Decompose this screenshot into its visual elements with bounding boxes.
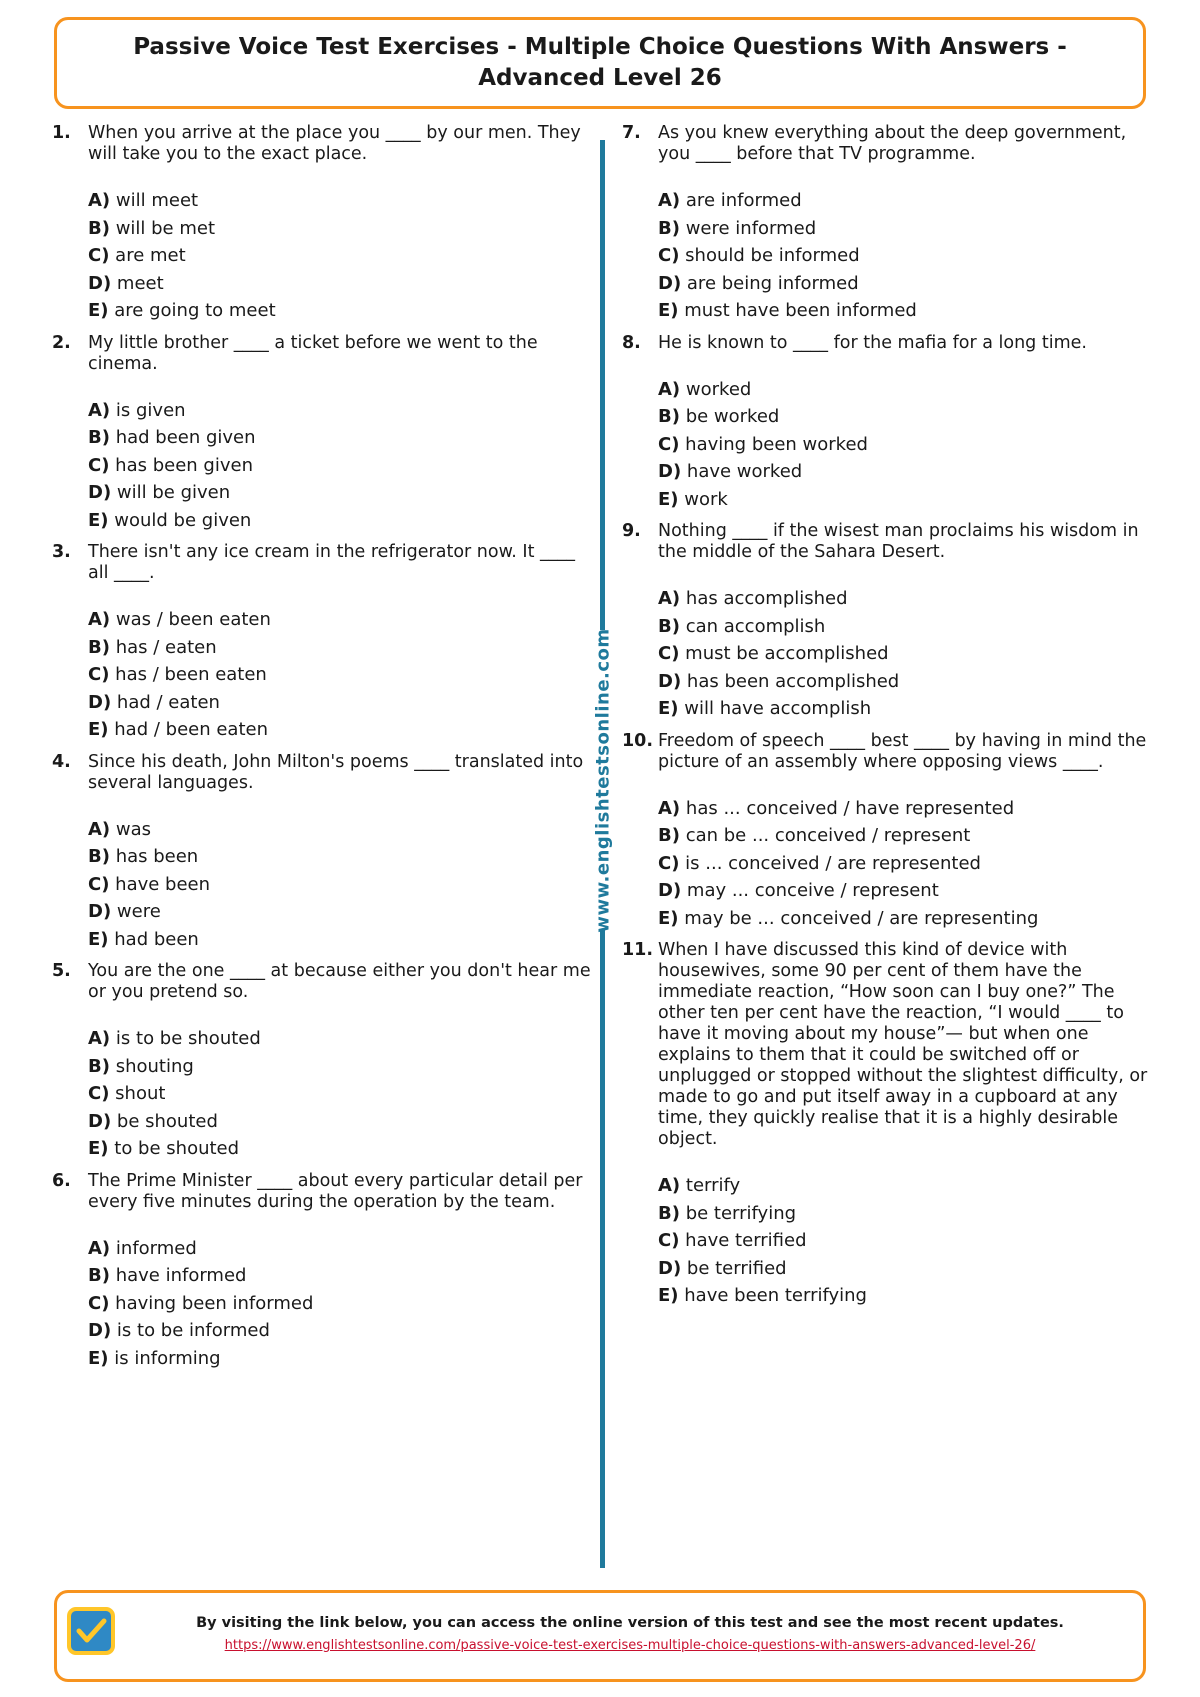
question-number: 7.: [622, 123, 641, 143]
option-text: would be given: [114, 509, 252, 531]
option-text: work: [684, 488, 728, 510]
question-text: He is known to ____ for the mafia for a long time.: [658, 332, 1087, 353]
option-text: will be met: [115, 217, 216, 239]
option-letter: B): [658, 615, 680, 637]
answer-option[interactable]: [658, 486, 1152, 514]
answer-option[interactable]: [88, 1025, 592, 1053]
option-letter: E): [88, 928, 109, 950]
option-text: have terrified: [685, 1230, 807, 1251]
option-text: informed: [115, 1237, 197, 1259]
option-text: can be ... conceived / represent: [685, 825, 971, 846]
option-letter: C): [658, 1230, 680, 1251]
option-letter: E): [658, 488, 679, 510]
option-text: shout: [115, 1083, 166, 1104]
option-text: had / eaten: [116, 691, 220, 713]
answer-option[interactable]: [88, 270, 592, 298]
watermark: [589, 627, 617, 933]
option-letter: A): [658, 797, 681, 819]
option-letter: B): [658, 825, 680, 846]
answer-option[interactable]: [658, 215, 1152, 243]
answer-option[interactable]: [88, 507, 592, 535]
option-text: is to be shouted: [115, 1028, 261, 1049]
option-text: had / been eaten: [114, 719, 268, 740]
option-letter: D): [658, 670, 682, 692]
answer-option[interactable]: [658, 297, 1152, 325]
option-letter: B): [658, 217, 680, 239]
option-letter: C): [88, 1083, 110, 1104]
answer-option[interactable]: [88, 634, 592, 662]
option-letter: B): [88, 217, 110, 239]
answer-options: [88, 187, 592, 325]
option-letter: E): [658, 1285, 679, 1306]
option-text: should be informed: [685, 245, 860, 266]
question: [52, 961, 592, 1163]
answer-option[interactable]: [658, 668, 1152, 696]
question: [622, 940, 1152, 1310]
answer-options: [88, 606, 592, 744]
question-number: 5.: [52, 961, 71, 981]
option-text: can accomplish: [685, 615, 826, 637]
question-number: 2.: [52, 332, 71, 353]
answer-option[interactable]: [658, 695, 1152, 723]
answer-option[interactable]: [88, 1080, 592, 1108]
option-letter: C): [658, 643, 680, 664]
answer-options: [658, 1172, 1152, 1310]
questions-column-left: [52, 123, 592, 1380]
question-number: 1.: [52, 123, 71, 143]
footer-link[interactable]: https://www.englishtestsonline.com/passive-voice-test-exercises-multiple-choice-questions-with-answers-advanced-level-26/: [224, 1638, 1036, 1653]
option-text: have been terrifying: [684, 1285, 867, 1306]
answer-options: [88, 397, 592, 535]
option-text: is ... conceived / are represented: [685, 852, 981, 874]
question: [622, 123, 1152, 325]
option-letter: C): [658, 852, 680, 874]
watermark-text: www.englishtestsonline.com: [592, 627, 614, 933]
answer-option[interactable]: [658, 270, 1152, 298]
answer-options: [658, 795, 1152, 933]
answer-option[interactable]: [88, 816, 592, 844]
option-text: has / been eaten: [115, 664, 267, 685]
answer-options: [88, 1235, 592, 1373]
option-text: must have been informed: [684, 300, 917, 321]
option-text: to be shouted: [114, 1138, 240, 1159]
option-text: may be ... conceived / are representing: [684, 907, 1039, 929]
option-text: is to be informed: [116, 1320, 270, 1341]
option-letter: D): [88, 482, 112, 503]
option-letter: E): [88, 1347, 109, 1369]
question-text: There isn't any ice cream in the refrigerator now. It ____ all ____.: [88, 542, 576, 583]
option-letter: A): [88, 399, 111, 421]
answer-option[interactable]: [658, 242, 1152, 270]
option-text: having been worked: [685, 433, 868, 455]
answer-options: [658, 187, 1152, 325]
question: [52, 542, 592, 744]
option-letter: D): [658, 880, 682, 901]
question-text: Freedom of speech ____ best ____ by having in mind the picture of an assembly where opposing views ____.: [658, 730, 1147, 772]
answer-option[interactable]: [88, 479, 592, 507]
option-text: has been accomplished: [686, 670, 900, 692]
option-letter: D): [88, 901, 112, 922]
option-text: be terrifying: [685, 1202, 797, 1224]
option-text: will be given: [116, 482, 231, 503]
option-letter: B): [88, 427, 110, 448]
answer-option[interactable]: [658, 585, 1152, 613]
answer-option[interactable]: [88, 242, 592, 270]
answer-options: [658, 376, 1152, 514]
question: [52, 1171, 592, 1373]
option-letter: E): [88, 509, 109, 531]
option-text: had been: [114, 928, 199, 950]
option-letter: B): [88, 846, 110, 867]
option-letter: A): [88, 1237, 111, 1259]
question-number: 4.: [52, 751, 71, 772]
option-text: worked: [685, 378, 752, 400]
question: [52, 333, 592, 535]
answer-option[interactable]: [658, 850, 1152, 878]
option-text: has been: [115, 846, 199, 867]
page-title: Passive Voice Test Exercises - Multiple Choice Questions With Answers - Advanced Level 26: [133, 34, 1067, 91]
option-text: were informed: [685, 217, 817, 239]
option-letter: D): [658, 1257, 682, 1279]
option-text: be worked: [685, 406, 780, 427]
option-text: have been: [115, 873, 211, 895]
option-text: were: [116, 901, 161, 922]
answer-option[interactable]: [88, 1135, 592, 1163]
option-text: is informing: [114, 1347, 221, 1369]
option-letter: C): [88, 454, 110, 476]
answer-option[interactable]: [658, 640, 1152, 668]
question-text: The Prime Minister ____ about every particular detail per every five minutes during the operation by the team.: [88, 1170, 583, 1212]
answer-option[interactable]: [658, 376, 1152, 404]
option-text: are met: [115, 245, 186, 266]
answer-option[interactable]: [88, 187, 592, 215]
answer-option[interactable]: [658, 1200, 1152, 1228]
answer-option[interactable]: [88, 661, 592, 689]
option-letter: C): [658, 245, 680, 266]
answer-option[interactable]: [658, 1282, 1152, 1310]
option-letter: A): [88, 190, 111, 211]
option-text: has ... conceived / have represented: [685, 797, 1015, 819]
answer-option[interactable]: [88, 1290, 592, 1318]
option-letter: C): [88, 245, 110, 266]
question-number: 3.: [52, 542, 71, 562]
option-letter: B): [88, 1265, 110, 1286]
option-letter: B): [88, 636, 110, 658]
footer-text: By visiting the link below, you can access the online version of this test and see the most recent updates.: [196, 1615, 1064, 1631]
option-letter: B): [658, 406, 680, 427]
option-text: may ... conceive / represent: [686, 880, 939, 901]
option-letter: A): [658, 378, 681, 400]
option-letter: B): [88, 1055, 110, 1077]
question-text: You are the one ____ at because either you don't hear me or you pretend so.: [88, 961, 591, 1002]
option-text: shouting: [115, 1055, 194, 1077]
option-letter: A): [658, 588, 681, 609]
answer-option[interactable]: [658, 795, 1152, 823]
option-text: are going to meet: [114, 300, 276, 321]
answer-option[interactable]: [88, 898, 592, 926]
answer-option[interactable]: [88, 1053, 592, 1081]
option-text: have informed: [115, 1265, 247, 1286]
option-letter: A): [88, 1028, 111, 1049]
option-letter: E): [88, 300, 109, 321]
questions-column-right: [622, 123, 1152, 1318]
option-letter: D): [658, 272, 682, 294]
question-text: Nothing ____ if the wisest man proclaims his wisdom in the middle of the Sahara Desert.: [658, 521, 1139, 562]
answer-option[interactable]: [88, 843, 592, 871]
question: [622, 333, 1152, 514]
option-letter: A): [88, 818, 111, 840]
option-text: have worked: [686, 461, 803, 482]
answer-option[interactable]: [658, 458, 1152, 486]
answer-option[interactable]: [658, 1172, 1152, 1200]
answer-option[interactable]: [658, 1255, 1152, 1283]
option-letter: C): [88, 873, 110, 895]
answer-option[interactable]: [658, 187, 1152, 215]
option-text: has / eaten: [115, 636, 217, 658]
question-text: Since his death, John Milton's poems ____ translated into several languages.: [88, 751, 584, 793]
option-text: be terrified: [686, 1257, 787, 1279]
answer-option[interactable]: [88, 1235, 592, 1263]
option-letter: E): [88, 1138, 109, 1159]
answer-option[interactable]: [88, 424, 592, 452]
answer-option[interactable]: [88, 215, 592, 243]
question-number: 9.: [622, 521, 641, 541]
answer-options: [658, 585, 1152, 723]
option-letter: E): [658, 907, 679, 929]
option-text: was / been eaten: [115, 609, 271, 630]
footer-box: [54, 1590, 1146, 1682]
answer-option[interactable]: [658, 613, 1152, 641]
option-text: has been given: [115, 454, 253, 476]
answer-option[interactable]: [88, 397, 592, 425]
question-number: 6.: [52, 1170, 71, 1191]
option-letter: D): [88, 1320, 112, 1341]
option-letter: E): [658, 698, 679, 719]
option-text: must be accomplished: [685, 643, 889, 664]
question-number: 10.: [622, 730, 654, 751]
option-letter: C): [88, 664, 110, 685]
title-box: [54, 17, 1146, 109]
option-letter: E): [658, 300, 679, 321]
question-text: When you arrive at the place you ____ by our men. They will take you to the exact place.: [88, 123, 581, 164]
answer-option[interactable]: [88, 871, 592, 899]
answer-option[interactable]: [88, 452, 592, 480]
option-text: will have accomplish: [684, 698, 872, 719]
answer-option[interactable]: [88, 1262, 592, 1290]
option-text: is given: [115, 399, 186, 421]
option-letter: A): [88, 609, 111, 630]
answer-option[interactable]: [658, 431, 1152, 459]
answer-option[interactable]: [658, 1227, 1152, 1255]
question: [52, 123, 592, 325]
option-letter: D): [88, 691, 112, 713]
option-letter: D): [88, 272, 112, 294]
question-text: As you knew everything about the deep government, you ____ before that TV programme.: [658, 123, 1127, 164]
answer-option[interactable]: [88, 926, 592, 954]
answer-option[interactable]: [658, 877, 1152, 905]
answer-option[interactable]: [88, 1108, 592, 1136]
option-letter: E): [88, 719, 109, 740]
option-letter: C): [658, 433, 680, 455]
answer-option[interactable]: [88, 297, 592, 325]
answer-option[interactable]: [658, 905, 1152, 933]
option-text: are being informed: [686, 272, 859, 294]
option-letter: D): [88, 1110, 112, 1132]
option-text: will meet: [115, 190, 199, 211]
answer-option[interactable]: [88, 1317, 592, 1345]
question-number: 8.: [622, 332, 641, 353]
answer-option[interactable]: [658, 822, 1152, 850]
checkmark-icon: [67, 1607, 115, 1655]
option-text: was: [115, 818, 152, 840]
option-text: has accomplished: [685, 588, 848, 609]
option-letter: D): [658, 461, 682, 482]
option-letter: A): [658, 1175, 681, 1196]
answer-option[interactable]: [658, 403, 1152, 431]
option-text: are informed: [685, 190, 802, 211]
answer-option[interactable]: [88, 1345, 592, 1373]
answer-option[interactable]: [88, 716, 592, 744]
option-text: terrify: [685, 1175, 741, 1196]
answer-options: [88, 816, 592, 954]
question-text: When I have discussed this kind of device with housewives, some 90 per cent of them have the immediate reaction, “How soon can I buy one?” The other ten per cent have the reaction, “I would ____ to have it moving about my house”— but when one explains to them that it could be switched off or unplugged or stopped without the slightest difficulty, or made to go and put itself away in a cupboard at any time, they quickly realise that it is a highly desirable object.: [658, 940, 1148, 1149]
option-text: meet: [116, 272, 164, 294]
question: [622, 731, 1152, 933]
option-text: had been given: [115, 427, 256, 448]
option-letter: C): [88, 1292, 110, 1314]
question: [52, 752, 592, 954]
answer-option[interactable]: [88, 606, 592, 634]
option-text: be shouted: [116, 1110, 218, 1132]
answer-option[interactable]: [88, 689, 592, 717]
question: [622, 521, 1152, 723]
question-text: My little brother ____ a ticket before we went to the cinema.: [88, 332, 538, 374]
option-letter: B): [658, 1202, 680, 1224]
answer-options: [88, 1025, 592, 1163]
option-text: having been informed: [115, 1292, 314, 1314]
question-number: 11.: [622, 940, 654, 960]
option-letter: A): [658, 190, 681, 211]
